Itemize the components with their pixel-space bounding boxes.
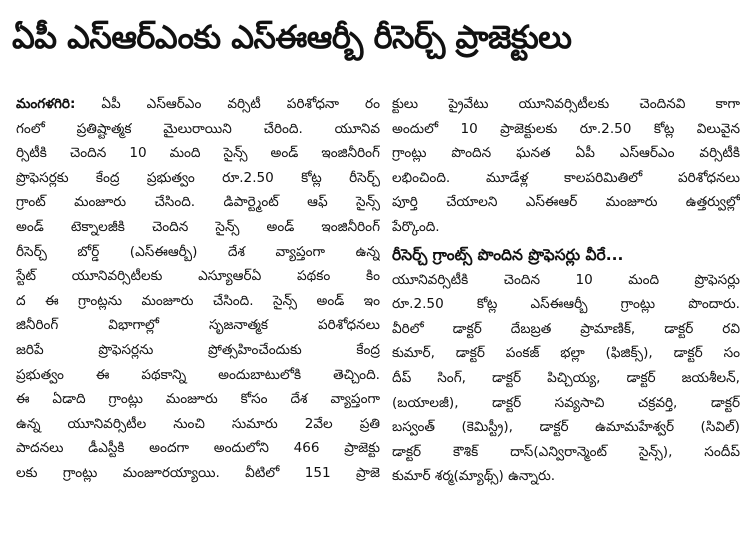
text-line: బస్వంత్ (కెమిస్ట్రీ), డాక్టర్ ఉమామహేశ్వర్ (సివిల్): [392, 419, 740, 436]
text-line: యూనివర్సిటీకి చెందిన 10 మంది ప్రొఫెసర్లు: [392, 271, 740, 288]
dateline: మంగళగిరి:: [16, 96, 76, 112]
text-line: రూ.2.50 కోట్ల ఎస్ఈఆర్బీ గ్రాంట్లు పొందారు.: [392, 296, 740, 313]
text-line: [16, 92, 380, 117]
text-line: గంలో ప్రతిష్టాత్మక మైలురాయిని చేరింది. యూనివ: [16, 120, 380, 137]
text-line: ప్రభుత్వం ఈ పథకాన్ని అందుబాటులోకి తెచ్చింది.: [16, 366, 380, 383]
text-line: అందులో 10 ప్రాజెక్టులకు రూ.2.50 కోట్ల విలువైన: [392, 120, 740, 137]
text-line: స్టేట్ యూనివర్సిటీలకు ఎస్యూఆర్ఏ పథకం కిం: [16, 268, 380, 285]
text-line: వీరిలో డాక్టర్ దేబబ్రత ప్రామాణిక్, డాక్టర్ రవి: [392, 320, 740, 337]
text-line: (బయాలజీ), డాక్టర్ సవ్యసాచి చక్రవర్తి, డాక్టర్: [392, 394, 740, 411]
text-line: దీప్ సింగ్, డాక్టర్ పిచ్చియ్య, డాక్టర్ జయశీలన్,: [392, 369, 740, 386]
text-line: డాక్టర్ కౌశిక్ దాస్(ఎన్విరాన్మెంట్ సైన్స్), సందీప్: [392, 443, 740, 460]
text-line: గ్రాంట్లు పొందిన ఘనత ఏపీ ఎస్ఆర్ఎం వర్సిటీకి: [392, 145, 740, 162]
text-line: లభించింది. మూడేళ్ల కాలపరిమితిలో పరిశోధనలు: [392, 169, 740, 186]
text-line: జినీరింగ్ విభాగాల్లో సృజనాత్మక పరిశోధనలు: [16, 317, 380, 334]
text-line: గ్రాంట్ మంజూరు చేసింది. డిపార్ట్మెంట్ ఆఫ్ సైన్స్: [16, 194, 380, 211]
headline: ఏపీ ఎస్ఆర్ఎంకు ఎస్ఈఆర్బీ రీసెర్చ్ ప్రాజెక్టులు: [12, 18, 572, 56]
text-line: ర్సిటీకి చెందిన 10 మంది సైన్స్ అండ్ ఇంజినీరింగ్: [16, 145, 380, 162]
text-line: ఈ ఏడాది గ్రాంట్లు మంజూరు కోసం దేశ వ్యాప్తంగా: [16, 391, 380, 408]
right-column: [392, 92, 740, 489]
text-line: జరిపే ప్రొఫెసర్లను ప్రోత్సహించేందుకు కేంద్ర: [16, 341, 380, 358]
text-line: కుమార్, డాక్టర్ పంకజ్ భల్లా (ఫిజిక్స్), డాక్టర్ సం: [392, 345, 740, 362]
text-line: పూర్తి చేయాలని ఎస్ఈఆర్ మంజూరు ఉత్తర్వుల్లో: [392, 194, 740, 211]
text-line: లకు గ్రాంట్లు మంజూరయ్యాయి. వీటిలో 151 ప్రాజె: [16, 464, 380, 481]
text-line: పేర్కొంది.: [392, 218, 440, 235]
text-line: రీసెర్చ్ బోర్డ్ (ఎస్ఈఆర్బీ) దేశ వ్యాప్తంగా ఉన్న: [16, 243, 380, 260]
text-line: ద ఈ గ్రాంట్లను మంజూరు చేసింది. సైన్స్ అండ్ ఇం: [16, 292, 380, 309]
text-line: ప్రొఫెసర్లకు కేంద్ర ప్రభుత్వం రూ.2.50 కోట్ల రీసెర్చ్: [16, 169, 380, 186]
text-span: ఏపీ ఎస్ఆర్ఎం వర్సిటీ పరిశోధనా రం: [75, 96, 380, 112]
text-line: ఉన్న యూనివర్సిటీల నుంచి సుమారు 2వేల ప్రతి: [16, 415, 380, 432]
text-line: పాదనలు డీఎస్టీకి అందగా అందులోని 466 ప్రాజెక్టు: [16, 440, 380, 457]
text-line: కుమార్ శర్మ(మ్యాథ్స్) ఉన్నారు.: [392, 468, 556, 485]
left-column: [16, 92, 380, 486]
text-line: క్టులు ప్రైవేటు యూనివర్సిటీలకు చెందినవి కాగా: [392, 96, 740, 112]
text-line: అండ్ టెక్నాలజీకి చెందిన సైన్స్ అండ్ ఇంజినీరింగ్: [16, 218, 380, 235]
subheading: రీసెర్చ్ గ్రాంట్స్ పొందిన ప్రొఫెసర్లు వీరే...: [392, 245, 624, 264]
